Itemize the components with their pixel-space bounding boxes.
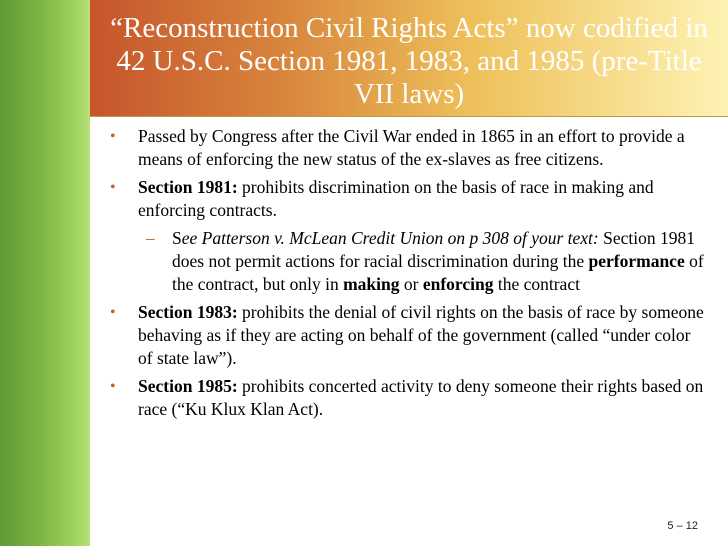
sub-bullet-item <box>108 227 708 296</box>
slide-content <box>108 125 708 426</box>
bullet-marker: • <box>110 378 116 395</box>
bullet-text: prohibits discrimination on the basis of race in making and enforcing contracts. <box>138 177 654 220</box>
sub-bold: making <box>343 274 400 294</box>
sub-text: or <box>399 274 423 294</box>
bullet-marker: • <box>110 128 116 145</box>
bullet-item <box>108 375 708 421</box>
bullet-text: Passed by Congress after the Civil War ended in 1865 in an effort to provide a means of enforcing the new status of the ex-slaves as free citizens. <box>138 126 685 169</box>
bullet-marker: • <box>110 179 116 196</box>
bullet-item <box>108 176 708 222</box>
bullet-item <box>108 125 708 171</box>
sub-bullet-marker: – <box>146 228 155 248</box>
sub-text-s: S <box>172 228 182 248</box>
bullet-marker: • <box>110 304 116 321</box>
bullet-text: prohibits the denial of civil rights on the basis of race by someone behaving as if they are acting on behalf of the government (called “under color of state law”). <box>138 302 704 368</box>
sub-citation: ee Patterson v. McLean Credit Union on p 308 of your text: <box>181 228 599 248</box>
sub-bold: performance <box>588 251 685 271</box>
sub-text: Section 1981 does not permit actions for racial discrimination during the <box>172 228 695 271</box>
sub-text: the contract <box>493 274 580 294</box>
bullet-bold-label: Section 1985: <box>138 376 238 396</box>
bullet-list <box>108 125 708 421</box>
sub-bold: enforcing <box>422 274 494 294</box>
sub-text: of the contract, but only in <box>172 251 704 294</box>
green-sidebar <box>0 0 90 546</box>
bullet-text: prohibits concerted activity to deny someone their rights based on race (“Ku Klux Klan Act). <box>138 376 704 419</box>
bullet-item <box>108 301 708 370</box>
slide-number: 5 – 12 <box>667 520 698 532</box>
bullet-bold-label: Section 1981: <box>138 177 238 197</box>
slide-title: “Reconstruction Civil Rights Acts” now codified in 42 U.S.C. Section 1981, 1983, and 1985 (pre-Title VII laws) <box>110 12 708 110</box>
bullet-bold-label: Section 1983: <box>138 302 238 322</box>
